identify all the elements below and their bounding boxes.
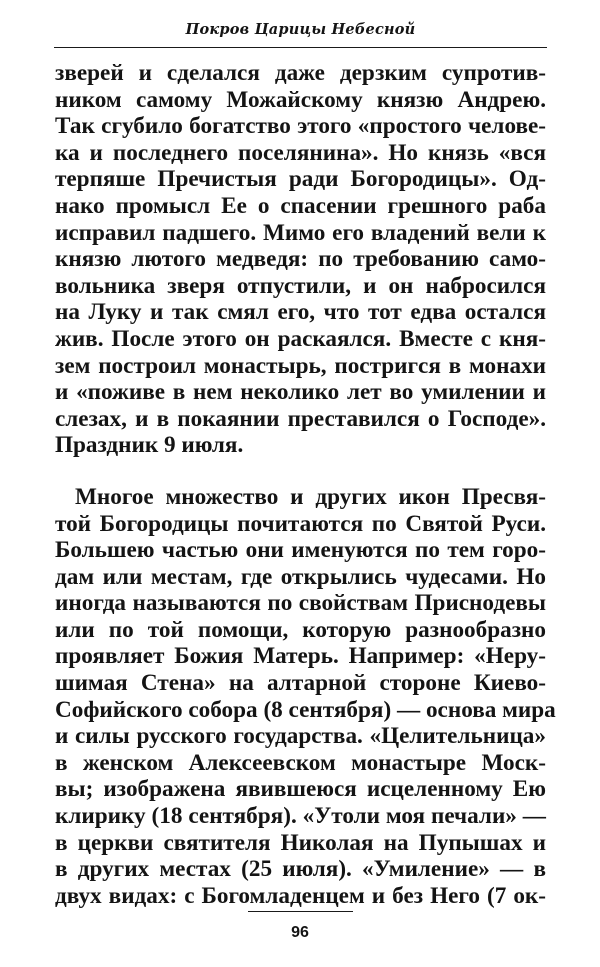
text-line: в женском Алексеевском монастыре Моск- bbox=[55, 749, 546, 776]
text-line: на Луку и так смял его, что тот едва остался bbox=[55, 299, 546, 326]
text-line: Многое множество и других икон Пресвя- bbox=[75, 483, 546, 510]
text-line: вольника зверя отпустили, и он набросился bbox=[55, 272, 546, 299]
text-line: князю лютого медведя: по требованию само- bbox=[55, 246, 546, 273]
paragraph-2 bbox=[55, 483, 556, 910]
paragraph-spacer bbox=[55, 459, 546, 484]
text-line: и силы русского государства. «Целительница» bbox=[55, 723, 546, 750]
running-head-title: Покров Царицы Небесной bbox=[185, 21, 416, 38]
text-line: зверей и сделался даже дерзким супротив- bbox=[55, 60, 546, 86]
text-line: двух видах: с Богомладенцем и без Него (7 ок- bbox=[55, 882, 546, 909]
text-line: в других местах (25 июля). «Умиление» — в bbox=[55, 856, 546, 883]
text-line: шимая Стена» на алтарной стороне Киево- bbox=[55, 670, 546, 697]
text-line: Так сгубило богатство этого «простого челове- bbox=[55, 113, 546, 140]
text-line: в церкви святителя Николая на Пупышах и bbox=[55, 829, 546, 856]
page-body bbox=[55, 60, 556, 909]
text-line: жив. После этого он раскаялся. Вместе с кня- bbox=[55, 325, 546, 352]
text-line: дам или местам, где открылись чудесами. Но bbox=[55, 563, 546, 590]
text-line: проявляет Божия Матерь. Например: «Неру- bbox=[55, 643, 546, 670]
text-line: нако промысл Ее о спасении грешного раба bbox=[55, 192, 546, 219]
text-line: зем построил монастырь, постригся в монахи bbox=[55, 352, 546, 379]
header-divider bbox=[54, 47, 547, 48]
text-line: терпяше Пречистыя ради Богородицы». Од- bbox=[55, 166, 546, 193]
text-line: ка и последнего поселянина». Но князь «вся bbox=[55, 139, 546, 166]
paragraph-1 bbox=[55, 60, 546, 459]
footer-divider bbox=[248, 911, 353, 912]
text-line: ником самому Можайскому князю Андрею. bbox=[55, 86, 546, 113]
text-line: и «поживе в нем неколико лет во умилении и bbox=[55, 379, 546, 406]
text-line: Софийского собора (8 сентября) — основа мира bbox=[55, 696, 556, 723]
page-number: 96 bbox=[291, 924, 309, 941]
text-line: слезах, и в покаянии преставился о Господе». bbox=[55, 405, 546, 432]
text-line: Большею частью они именуются по тем горо- bbox=[55, 537, 546, 564]
text-line: или по той помощи, которую разнообразно bbox=[55, 616, 546, 643]
text-line: вы; изображена явившеюся исцеленному Ею bbox=[55, 776, 546, 803]
text-line: той Богородицы почитаются по Святой Руси. bbox=[55, 510, 546, 537]
text-line: исправил падшего. Мимо его владений вели к bbox=[55, 219, 546, 246]
text-line: иногда называются по свойствам Приснодевы bbox=[55, 590, 546, 617]
text-line: клирику (18 сентября). «Утоли моя печали» — bbox=[55, 803, 546, 830]
text-line: Праздник 9 июля. bbox=[55, 432, 244, 459]
